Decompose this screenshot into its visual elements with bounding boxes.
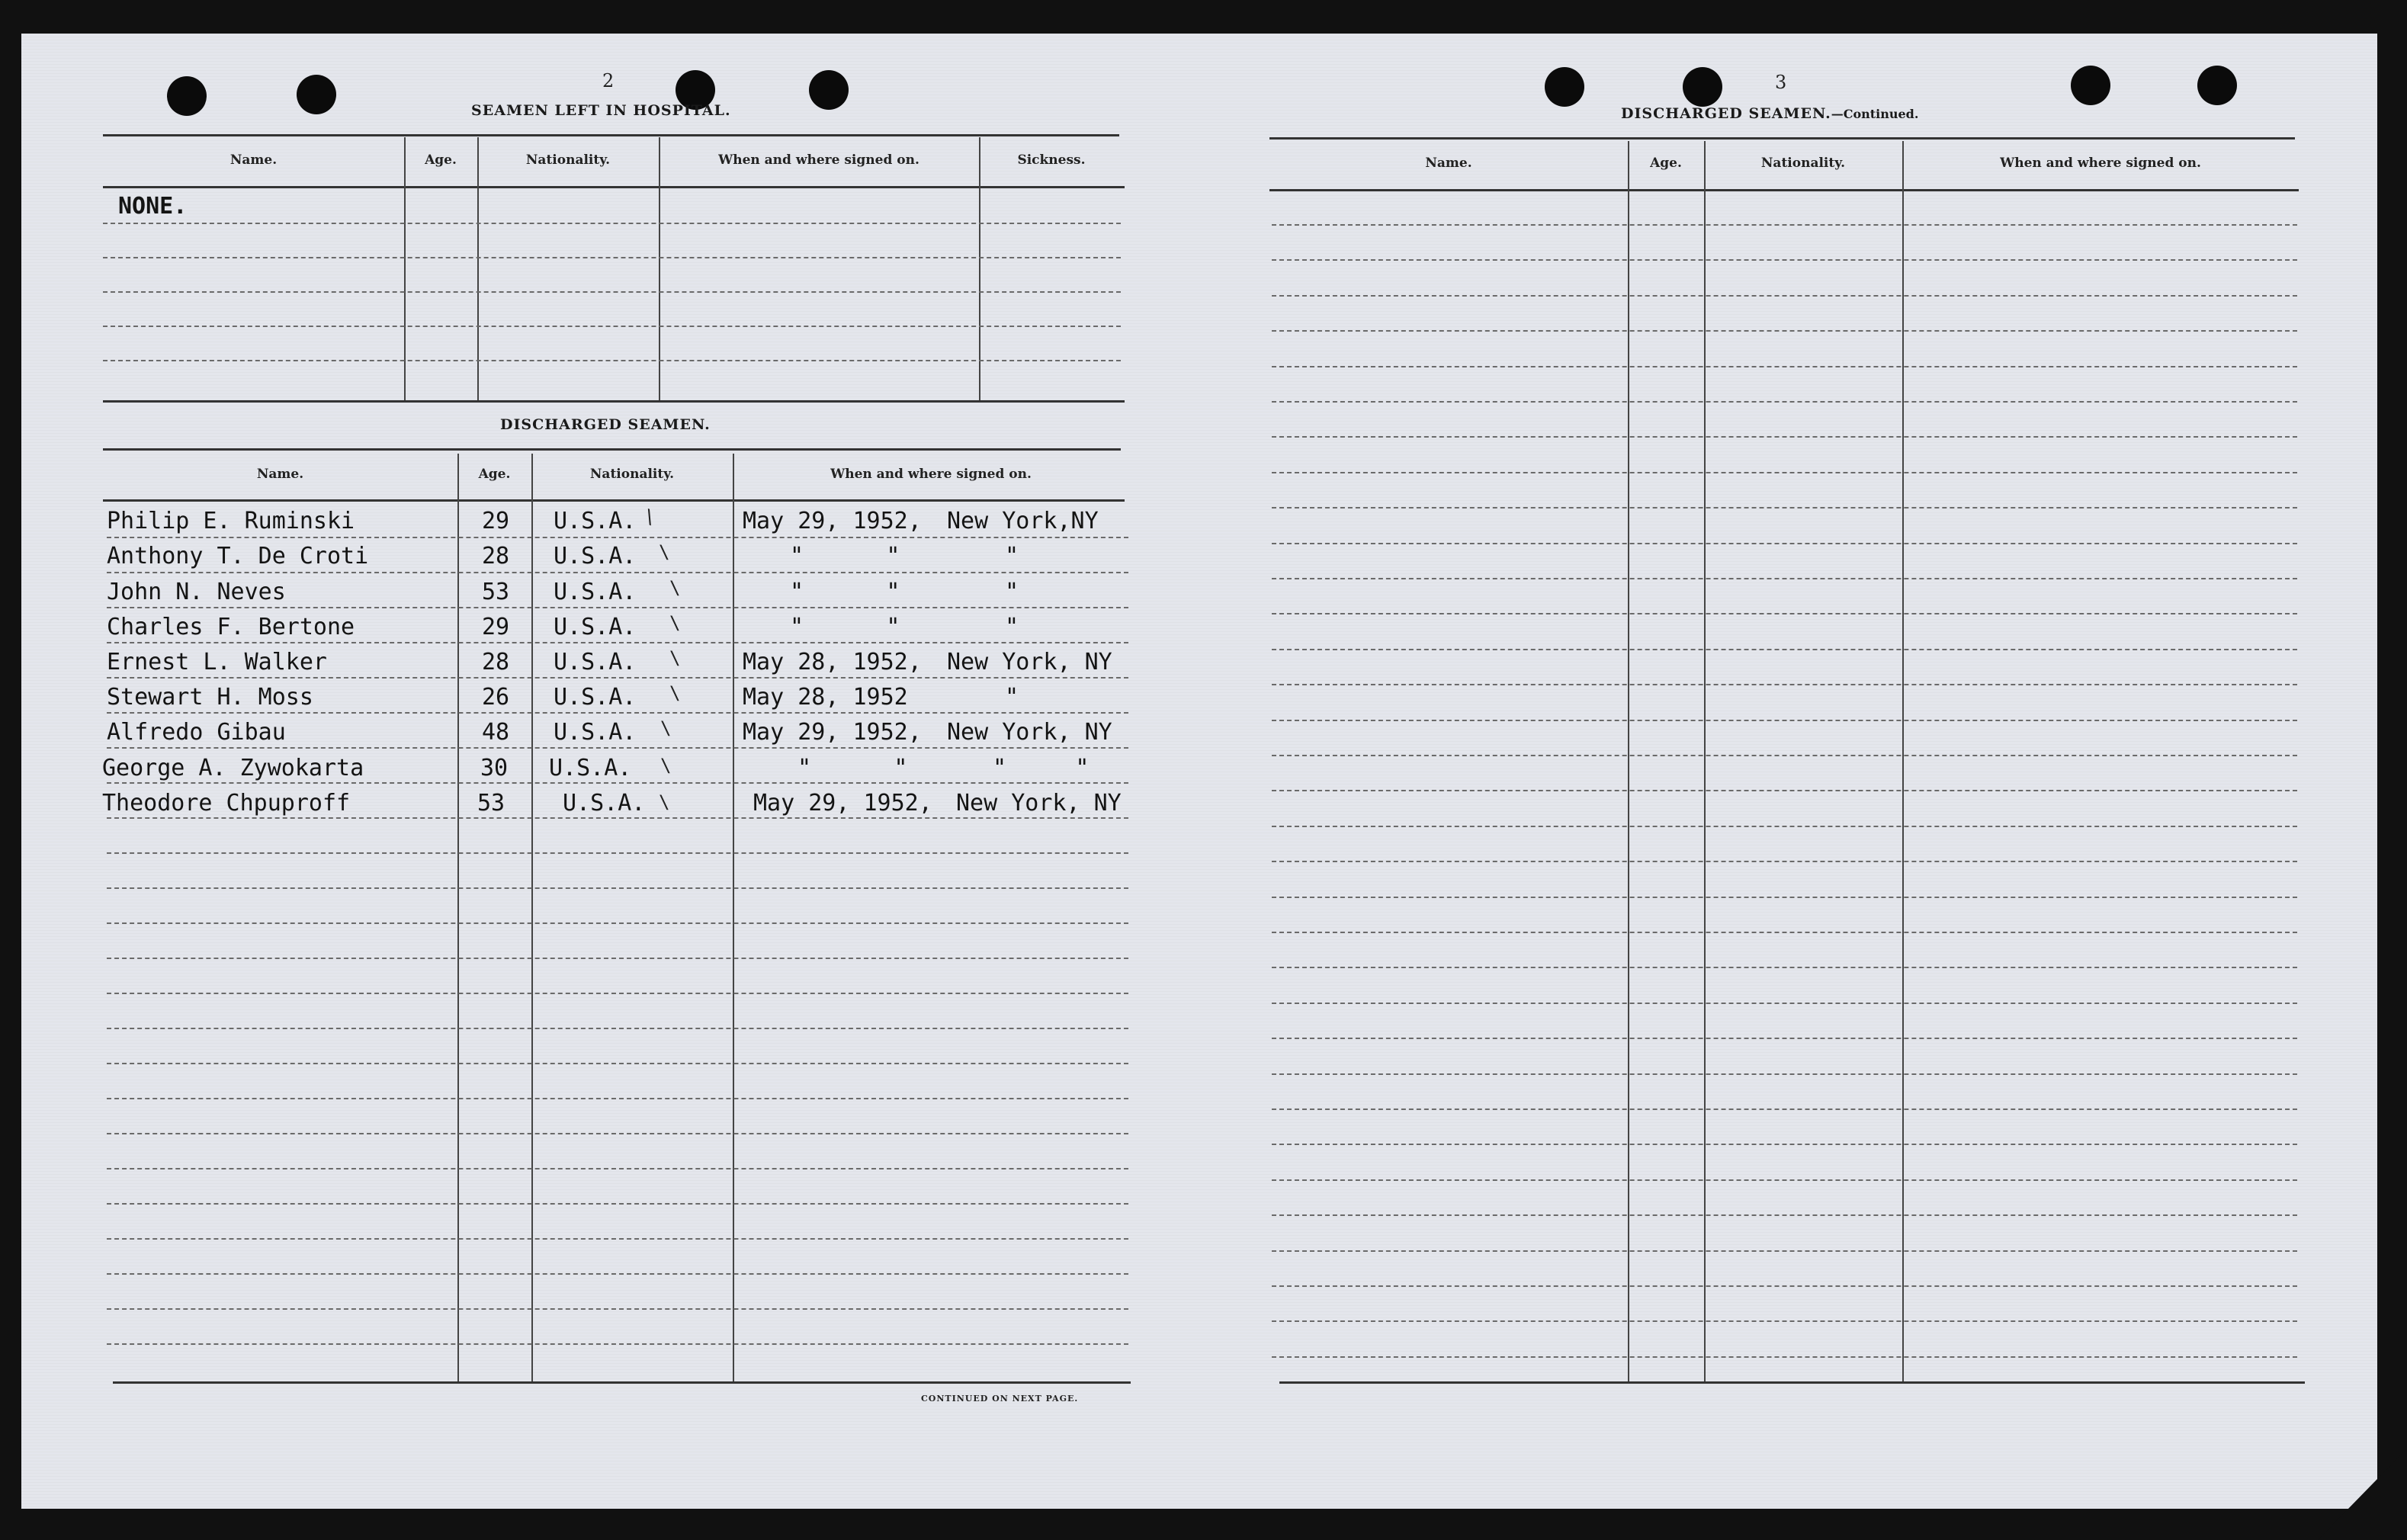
hospital-col-age: Age.	[425, 152, 457, 168]
row-line	[1272, 401, 2297, 403]
row-line	[1272, 295, 2297, 297]
row-line	[107, 1028, 1128, 1029]
discharged-vline	[733, 454, 734, 1381]
hospital-entry-none: NONE.	[118, 193, 188, 220]
row-line	[1272, 543, 2297, 544]
check-tick: \	[660, 755, 672, 776]
discharged-signed-on-place: New York, NY	[947, 649, 1112, 675]
discharged-nationality: U.S.A.	[554, 579, 637, 605]
punch-hole	[167, 76, 207, 116]
discharged-signed-on-place: " "	[993, 755, 1090, 781]
discharged-age: 53	[482, 579, 510, 605]
punch-hole	[2197, 66, 2237, 105]
discharged-name: George A. Zywokarta	[102, 755, 364, 781]
row-line	[107, 1273, 1128, 1275]
row-line	[107, 958, 1128, 959]
row-line	[1272, 932, 2297, 933]
left-page-number: 2	[602, 70, 615, 91]
check-tick: \	[660, 717, 672, 739]
row-line	[1272, 684, 2297, 685]
discharged-name: Anthony T. De Croti	[107, 543, 369, 569]
discharged-signed-on-date: May 29, 1952,	[743, 719, 922, 746]
discharged-signed-on-date: May 28, 1952	[743, 684, 908, 711]
row-line	[107, 1203, 1128, 1205]
discharged-name: John N. Neves	[107, 579, 286, 605]
row-line	[107, 1343, 1128, 1345]
row-line	[1272, 578, 2297, 579]
row-line	[1272, 1038, 2297, 1039]
right-top-rule	[1269, 137, 2295, 140]
check-tick: \	[659, 791, 670, 813]
hospital-row-line	[103, 326, 1121, 327]
row-line	[1272, 1356, 2297, 1358]
row-line	[107, 1133, 1128, 1134]
row-line	[107, 642, 1128, 643]
discharged-nationality: U.S.A.	[554, 614, 637, 640]
right-section-title-text: DISCHARGED SEAMEN.	[1621, 105, 1831, 122]
discharged-nationality: U.S.A.	[563, 790, 646, 817]
row-line	[1272, 826, 2297, 827]
row-line	[1272, 613, 2297, 614]
discharged-name: Ernest L. Walker	[107, 649, 327, 675]
discharged-header-rule	[103, 499, 1125, 502]
hospital-header-rule	[103, 186, 1125, 188]
check-tick: \	[669, 647, 681, 669]
row-line	[107, 537, 1128, 538]
row-line	[107, 782, 1128, 784]
hospital-top-rule	[103, 134, 1119, 136]
row-line	[1272, 897, 2297, 898]
check-tick: \	[640, 505, 659, 529]
row-line	[1272, 330, 2297, 332]
right-col-signed-on: When and where signed on.	[2000, 156, 2201, 171]
row-line	[1272, 861, 2297, 862]
row-line	[1272, 649, 2297, 650]
check-tick: \	[669, 577, 681, 598]
row-line	[107, 1168, 1128, 1169]
row-line	[1272, 507, 2297, 509]
hospital-col-sickness: Sickness.	[1017, 152, 1086, 168]
right-page-number: 3	[1775, 72, 1787, 93]
discharged-vline	[457, 454, 459, 1381]
right-section-title-continued: —Continued.	[1831, 107, 1919, 121]
right-vline	[1628, 141, 1629, 1381]
row-line	[1272, 1285, 2297, 1287]
right-vline	[1704, 141, 1706, 1381]
row-line	[107, 677, 1128, 679]
discharged-nationality: U.S.A.	[549, 755, 632, 781]
row-line	[1272, 224, 2297, 226]
row-line	[1272, 1003, 2297, 1004]
right-col-age: Age.	[1650, 156, 1682, 171]
right-col-nationality: Nationality.	[1760, 156, 1846, 171]
row-line	[107, 887, 1128, 889]
discharged-name: Charles F. Bertone	[107, 614, 355, 640]
row-line	[1272, 259, 2297, 261]
row-line	[1272, 755, 2297, 756]
discharged-signed-on-place: New York,NY	[947, 508, 1099, 534]
row-line	[107, 572, 1128, 573]
right-col-name: Name.	[1425, 156, 1472, 171]
check-tick: \	[659, 541, 670, 563]
discharged-name: Alfredo Gibau	[107, 719, 286, 746]
discharged-bottom-rule	[113, 1381, 1131, 1384]
discharged-age: 28	[482, 543, 510, 569]
row-line	[107, 993, 1128, 994]
right-section-title	[1621, 105, 1918, 122]
row-line	[107, 1098, 1128, 1099]
row-line	[1272, 472, 2297, 473]
discharged-signed-on-place: New York, NY	[947, 719, 1112, 746]
row-line	[107, 817, 1128, 819]
punch-hole	[2071, 66, 2110, 105]
discharged-name: Philip E. Ruminski	[107, 508, 355, 534]
check-tick: \	[669, 682, 681, 704]
discharged-name: Theodore Chpuproff	[102, 790, 351, 817]
discharged-age: 28	[482, 649, 510, 675]
discharged-age: 30	[480, 755, 509, 781]
punch-hole	[1545, 67, 1584, 107]
discharged-signed-on-place: "	[1005, 579, 1019, 605]
row-line	[1272, 1320, 2297, 1322]
discharged-section-title: DISCHARGED SEAMEN.	[500, 416, 711, 433]
discharged-nationality: U.S.A.	[554, 508, 637, 534]
discharged-signed-on-date: May 29, 1952,	[743, 508, 922, 534]
discharged-signed-on-place: "	[1005, 614, 1019, 640]
discharged-signed-on-date: " "	[798, 755, 908, 781]
right-header-rule	[1269, 189, 2299, 191]
discharged-signed-on-date: May 29, 1952,	[753, 790, 932, 817]
hospital-bottom-rule	[103, 400, 1125, 403]
row-line	[107, 607, 1128, 608]
hospital-col-name: Name.	[229, 152, 278, 168]
row-line	[1272, 967, 2297, 968]
row-line	[107, 922, 1128, 924]
discharged-age: 53	[477, 790, 505, 817]
row-line	[1272, 720, 2297, 721]
right-bottom-rule	[1279, 1381, 2305, 1384]
document-sheet	[21, 34, 2377, 1509]
discharged-signed-on-date: May 28, 1952,	[743, 649, 922, 675]
hospital-col-nationality: Nationality.	[525, 152, 611, 168]
discharged-col-name: Name.	[256, 467, 304, 482]
discharged-signed-on-place: "	[1005, 684, 1019, 711]
discharged-col-age: Age.	[478, 467, 511, 482]
check-tick: \	[669, 612, 681, 634]
discharged-signed-on-date: " "	[790, 543, 900, 569]
row-line	[107, 1063, 1128, 1064]
row-line	[107, 1238, 1128, 1240]
row-line	[1272, 1108, 2297, 1110]
hospital-section-title: SEAMEN LEFT IN HOSPITAL.	[471, 102, 731, 119]
discharged-signed-on-date: " "	[790, 579, 900, 605]
discharged-age: 26	[482, 684, 510, 711]
discharged-col-nationality: Nationality.	[589, 467, 675, 482]
hospital-row-line	[103, 291, 1121, 293]
row-line	[107, 852, 1128, 854]
discharged-signed-on-place: New York, NY	[956, 790, 1122, 817]
row-line	[1272, 366, 2297, 367]
discharged-nationality: U.S.A.	[554, 719, 637, 746]
discharged-top-rule	[103, 448, 1121, 451]
discharged-vline	[531, 454, 533, 1381]
row-line	[1272, 1179, 2297, 1181]
row-line	[107, 747, 1128, 749]
punch-hole	[809, 70, 849, 110]
row-line	[1272, 436, 2297, 438]
row-line	[1272, 1144, 2297, 1145]
row-line	[1272, 790, 2297, 791]
right-vline	[1902, 141, 1904, 1381]
discharged-nationality: U.S.A.	[554, 543, 637, 569]
discharged-nationality: U.S.A.	[554, 684, 637, 711]
hospital-row-line	[103, 257, 1121, 258]
punch-hole	[1683, 67, 1722, 107]
row-line	[107, 1308, 1128, 1310]
discharged-name: Stewart H. Moss	[107, 684, 313, 711]
discharged-col-signed-on: When and where signed on.	[830, 467, 1032, 482]
hospital-col-signed-on: When and where signed on.	[718, 152, 919, 168]
hospital-row-line	[103, 360, 1121, 361]
row-line	[1272, 1250, 2297, 1252]
row-line	[1272, 1073, 2297, 1075]
discharged-nationality: U.S.A.	[554, 649, 637, 675]
row-line	[107, 712, 1128, 714]
discharged-age: 48	[482, 719, 510, 746]
discharged-signed-on-place: "	[1005, 543, 1019, 569]
punch-hole	[297, 75, 336, 114]
row-line	[1272, 1214, 2297, 1216]
discharged-signed-on-date: " "	[790, 614, 900, 640]
continued-footer: CONTINUED ON NEXT PAGE.	[921, 1394, 1079, 1404]
discharged-age: 29	[482, 614, 510, 640]
hospital-row-line	[103, 223, 1121, 224]
discharged-age: 29	[482, 508, 510, 534]
